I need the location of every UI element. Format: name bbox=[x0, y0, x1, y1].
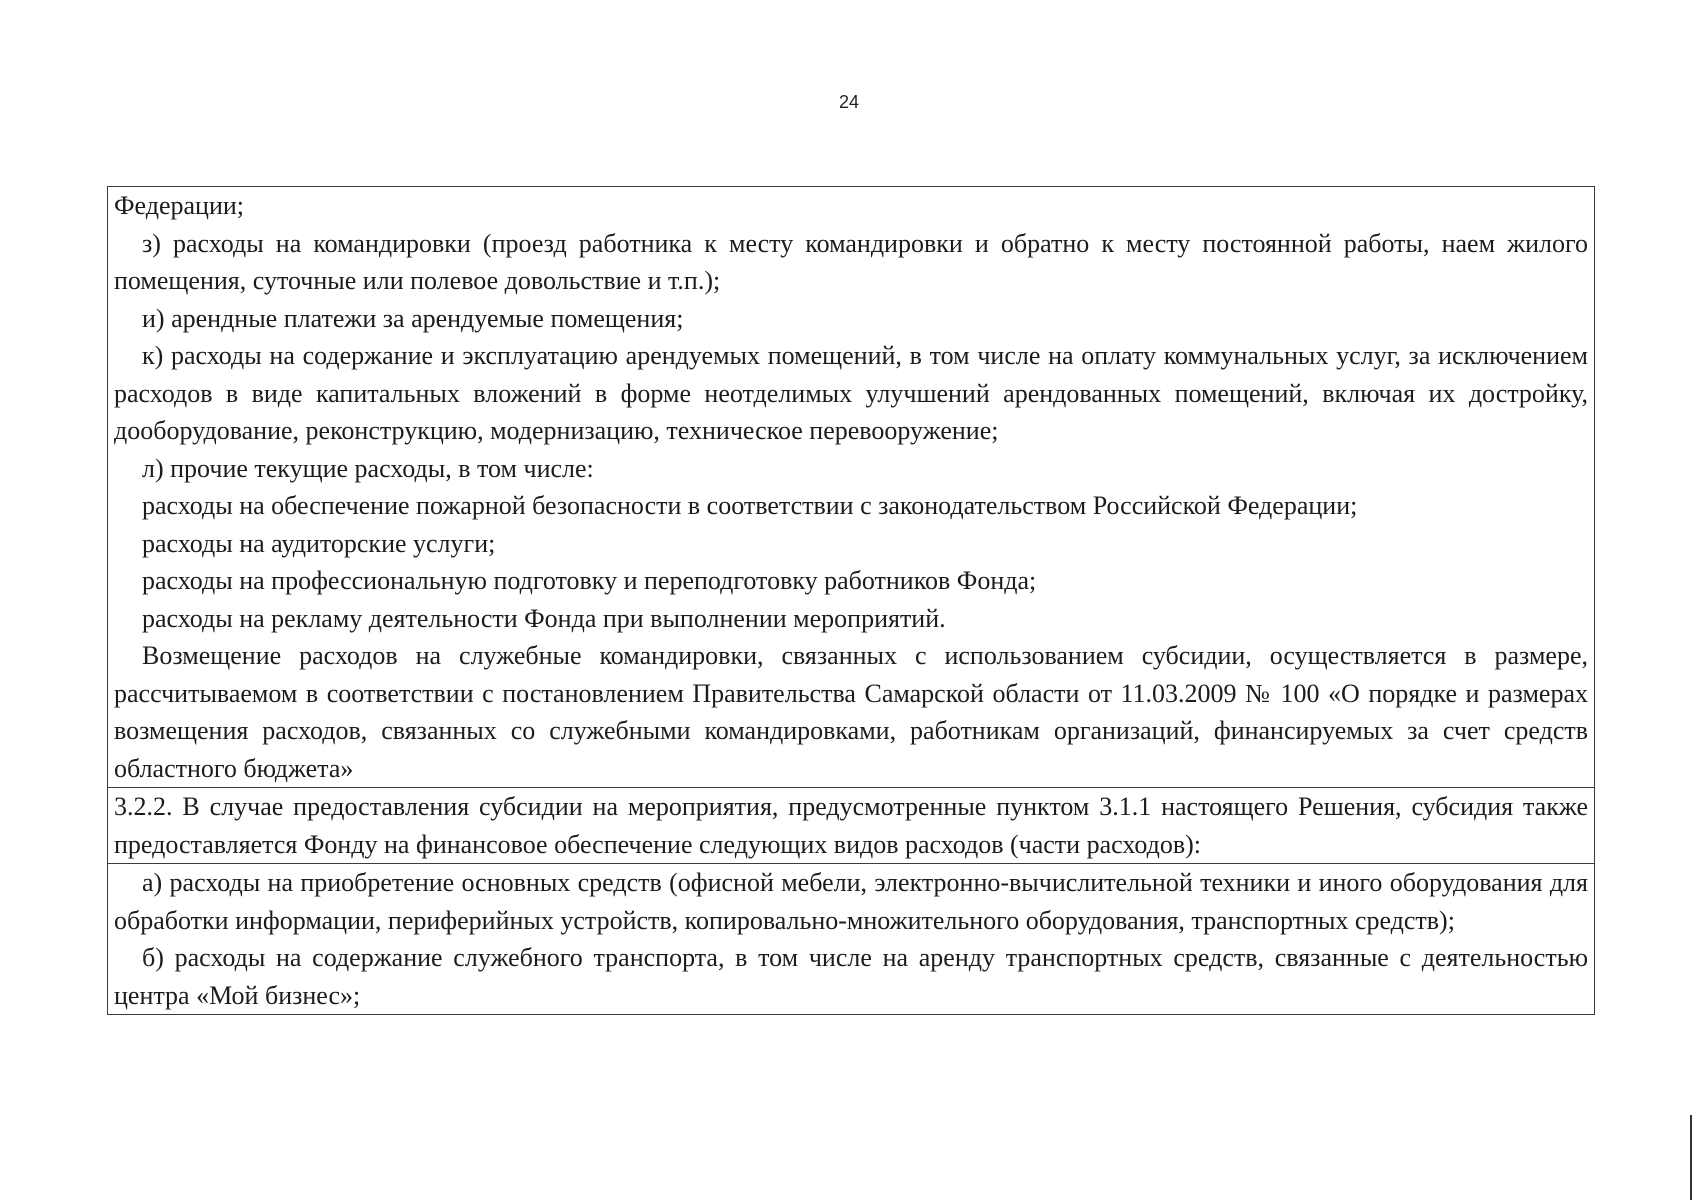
paragraph: расходы на рекламу деятельности Фонда при выполнении мероприятий. bbox=[142, 603, 946, 633]
paragraph: а) расходы на приобретение основных средств (офисной мебели, электронно-вычислительной техники и иного оборудования для обработки информации, периферийных устройств, копировально-множительного оборудования, транспортных средств); bbox=[114, 868, 1588, 935]
paragraph: и) арендные платежи за арендуемые помещения; bbox=[142, 303, 684, 333]
paragraph: расходы на аудиторские услуги; bbox=[142, 528, 496, 558]
document-table bbox=[107, 186, 1595, 1015]
paragraph: б) расходы на содержание служебного транспорта, в том числе на аренду транспортных средств, связанные с деятельностью центра «Мой бизнес»; bbox=[114, 943, 1588, 1010]
paragraph: расходы на обеспечение пожарной безопасности в соответствии с законодательством Российской Федерации; bbox=[142, 491, 1358, 520]
page-number: 24 bbox=[838, 92, 860, 112]
clause-heading-cell bbox=[108, 788, 1595, 864]
paragraph: к) расходы на содержание и эксплуатацию арендуемых помещений, в том числе на оплату коммунальных услуг, за исключением расходов в виде капитальных вложений в форме неотделимых улучшений арендованных помещений, включая их достройку, дооборудование, реконструкцию, модернизацию, техническое перевооружение; bbox=[114, 341, 1588, 445]
paragraph: Федерации; bbox=[114, 191, 245, 220]
table-row bbox=[108, 187, 1595, 788]
table-row bbox=[108, 788, 1595, 864]
paragraph: л) прочие текущие расходы, в том числе: bbox=[142, 453, 594, 483]
additional-expenses-cell bbox=[108, 864, 1595, 1015]
paragraph: расходы на профессиональную подготовку и переподготовку работников Фонда; bbox=[142, 566, 1037, 595]
scan-edge-mark bbox=[1690, 1115, 1692, 1200]
table-row bbox=[108, 864, 1595, 1015]
expenses-continued-cell bbox=[108, 187, 1595, 788]
clause-heading: 3.2.2. В случае предоставления субсидии на мероприятия, предусмотренные пунктом 3.1.1 настоящего Решения, субсидия также предоставляется Фонду на финансовое обеспечение следующих видов расходов (части расходов): bbox=[114, 792, 1588, 859]
paragraph: з) расходы на командировки (проезд работника к месту командировки и обратно к месту постоянной работы, наем жилого помещения, суточные или полевое довольствие и т.п.); bbox=[114, 228, 1588, 295]
paragraph: Возмещение расходов на служебные командировки, связанных с использованием субсидии, осуществляется в размере, рассчитываемом в соответствии с постановлением Правительства Самарской области от 11.03.2009 № 100 «О порядке и размерах возмещения расходов, связанных со служебными командировками, работникам организаций, финансируемых за счет средств областного бюджета» bbox=[114, 641, 1588, 783]
